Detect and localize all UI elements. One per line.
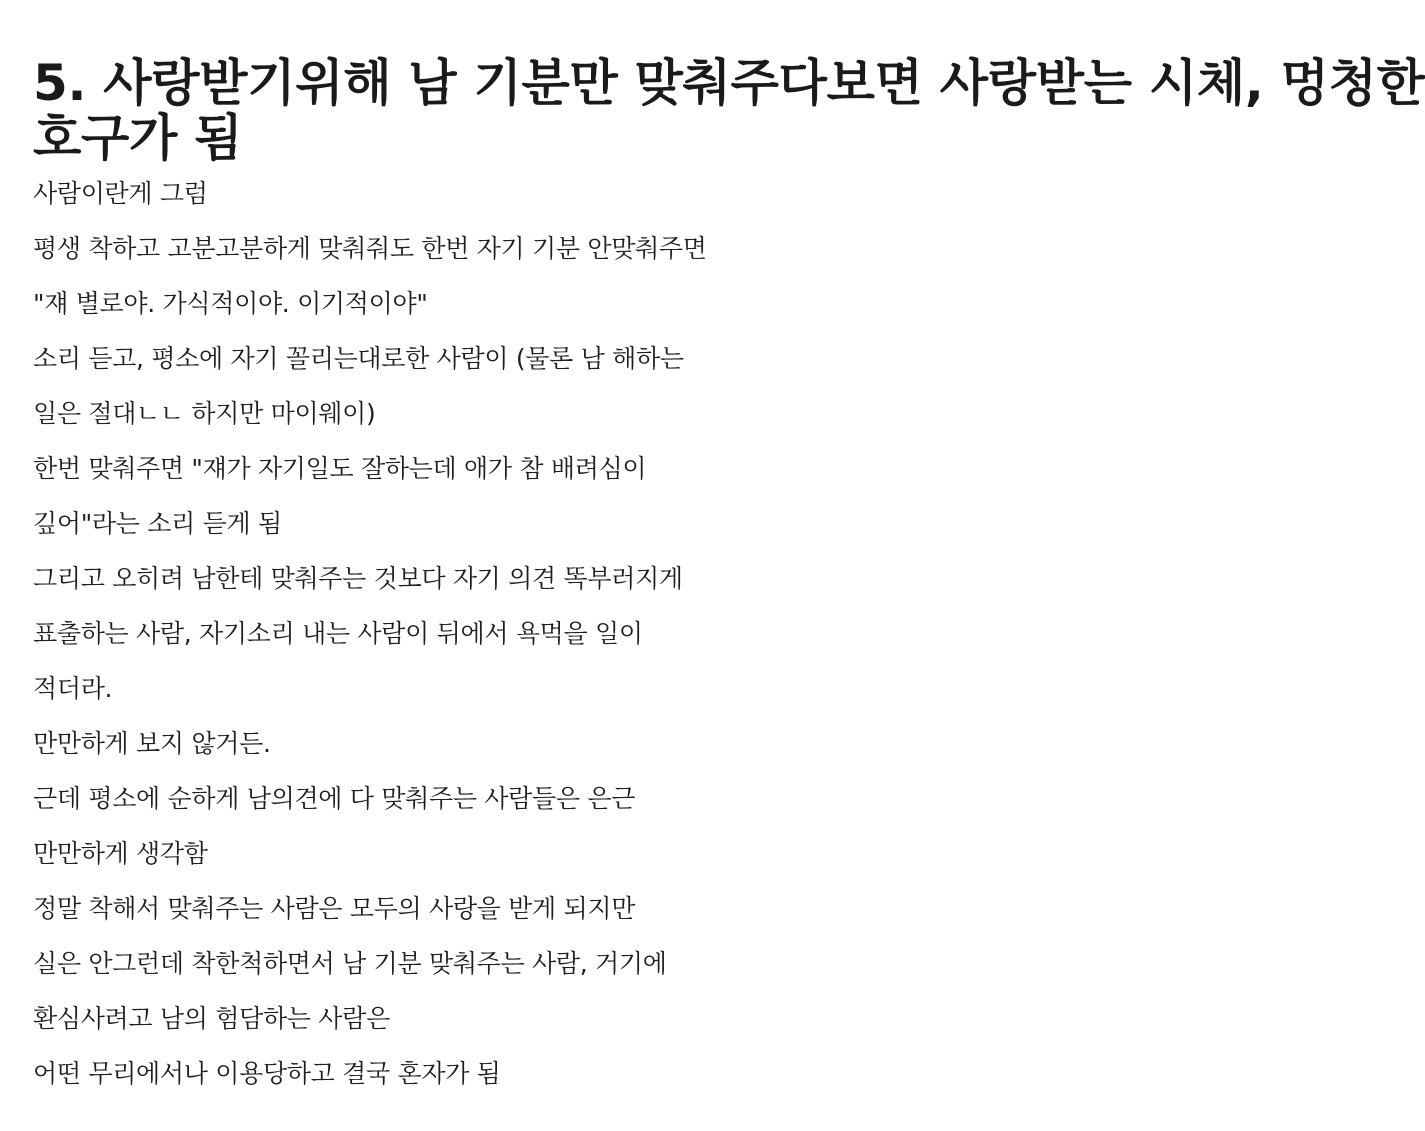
text-line: 표출하는 사람, 자기소리 내는 사람이 뒤에서 욕먹을 일이 [33, 619, 643, 648]
document-body [33, 54, 1425, 1101]
heading-line-1: 5. 사랑받기위해 남 기분만 맞춰주다보면 사랑받는 시체, 멍청한 [33, 54, 1425, 112]
text-line: 소리 듣고, 평소에 자기 꼴리는대로한 사람이 (물론 남 해하는 [33, 344, 684, 373]
text-line: 환심사려고 남의 험담하는 사람은 [33, 1004, 390, 1033]
text-line: 평생 착하고 고분고분하게 맞춰줘도 한번 자기 기분 안맞춰주면 [33, 234, 707, 263]
text-line: 사람이란게 그럼 [33, 179, 208, 208]
heading-line-2: 호구가 됨 [33, 109, 243, 167]
text-line: 적더라. [33, 674, 113, 703]
text-line: 정말 착해서 맞춰주는 사람은 모두의 사랑을 받게 되지만 [33, 894, 636, 923]
text-line: 만만하게 생각함 [33, 839, 208, 868]
text-line: 깊어"라는 소리 듣게 됨 [33, 509, 282, 538]
text-line: 일은 절대ㄴㄴ 하지만 마이웨이) [33, 399, 376, 428]
text-line: 만만하게 보지 않거든. [33, 729, 271, 758]
text-line: 한번 맞춰주면 "쟤가 자기일도 잘하는데 애가 참 배려심이 [33, 454, 647, 483]
paragraph [33, 166, 813, 1101]
text-line: 실은 안그런데 착한척하면서 남 기분 맞춰주는 사람, 거기에 [33, 949, 667, 978]
text-line: 어떤 무리에서나 이용당하고 결국 혼자가 됨 [33, 1059, 501, 1088]
text-line: "쟤 별로야. 가식적이야. 이기적이야" [33, 289, 428, 318]
section-heading [33, 54, 1425, 167]
text-line: 그리고 오히려 남한테 맞춰주는 것보다 자기 의견 똑부러지게 [33, 564, 683, 593]
text-line: 근데 평소에 순하게 남의견에 다 맞춰주는 사람들은 은근 [33, 784, 636, 813]
